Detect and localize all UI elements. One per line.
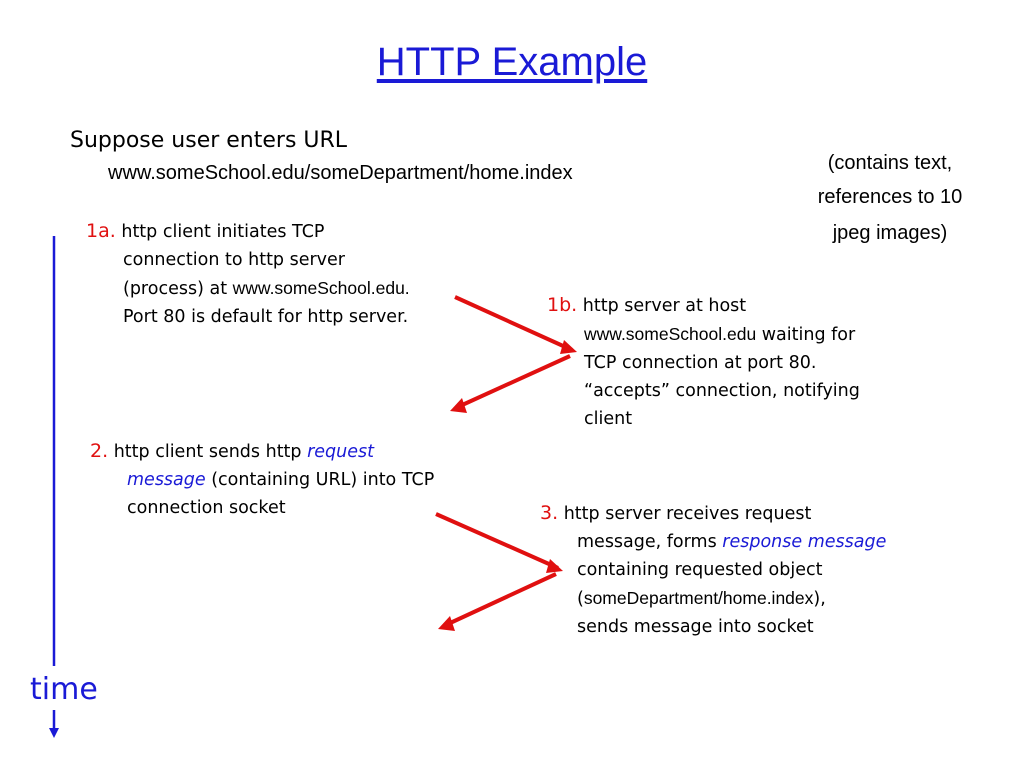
side-note-line-2: references to 10 (817, 186, 963, 208)
arrow-head (546, 559, 563, 573)
example-url: www.someSchool.edu/someDepartment/home.index (108, 162, 573, 184)
step-number: 1b. (547, 294, 578, 316)
step-number: 1a. (86, 220, 116, 242)
step-2-line-3: connection socket (127, 498, 286, 518)
step-text: http server at host (582, 296, 747, 316)
arrow-server-to-client-1 (460, 356, 570, 406)
timeline-arrow-head (49, 728, 59, 738)
arrow-head (560, 340, 577, 354)
step-number: 3. (540, 502, 559, 524)
side-note-line-1: (contains text, (827, 152, 953, 174)
step-1a-line-2: connection to http server (123, 250, 345, 270)
arrow-client-to-server-2 (436, 514, 558, 568)
side-note-line-3: jpeg images) (832, 222, 948, 244)
timeline-label: time (30, 672, 98, 707)
resource-path: someDepartment/home.index (583, 588, 814, 608)
step-number: 2. (90, 440, 109, 462)
page-title: HTTP Example (376, 40, 648, 84)
host-name: www.someSchool.edu (584, 324, 757, 344)
step-1b-line-3: TCP connection at port 80. (584, 353, 817, 373)
step-1b-line-5: client (584, 409, 633, 429)
step-text: http client sends http (113, 442, 308, 462)
step-text: message, forms (577, 532, 723, 552)
arrow-server-to-client-2 (448, 574, 556, 624)
step-3-line-5: sends message into socket (577, 617, 814, 637)
step-text: (containing URL) into TCP (205, 470, 435, 490)
step-1a-line-4: Port 80 is default for http server. (123, 307, 409, 327)
arrow-head (438, 616, 455, 631)
step-text: http client initiates TCP (121, 222, 325, 242)
step-1b-line-4: “accepts” connection, notifying (584, 381, 860, 401)
step-text: (process) at (123, 279, 233, 299)
highlight-term: message (127, 470, 206, 490)
arrow-client-to-server-1 (455, 297, 572, 350)
step-text: ), (813, 589, 826, 609)
highlight-term: response message (722, 532, 887, 552)
step-text: http server receives request (563, 504, 812, 524)
highlight-term: request (307, 442, 375, 462)
intro-text: Suppose user enters URL (70, 128, 348, 153)
arrow-head (450, 398, 467, 413)
host-name: www.someSchool.edu. (232, 278, 410, 298)
step-text: waiting for (756, 325, 856, 345)
step-text: ( (577, 589, 584, 609)
step-3-line-3: containing requested object (577, 560, 823, 580)
